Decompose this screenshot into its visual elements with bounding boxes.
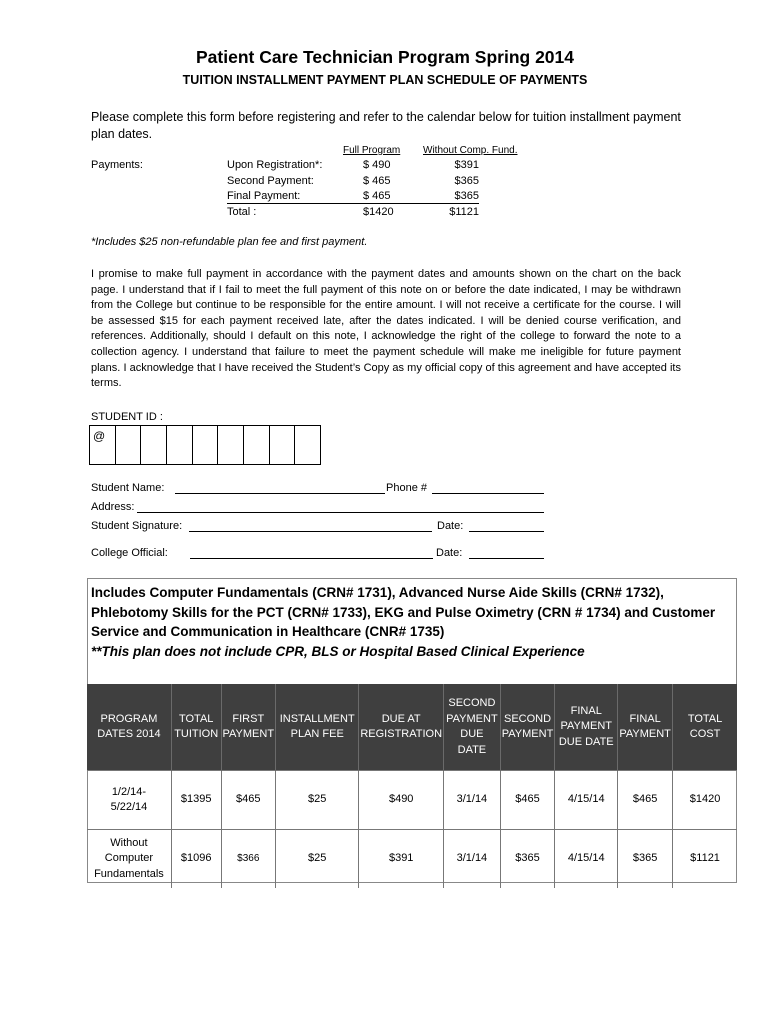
payment-row-full: $ 465 xyxy=(363,175,391,187)
cell: $25 xyxy=(276,771,359,830)
payment-row-without: $1121 xyxy=(449,206,479,218)
student-name-field[interactable] xyxy=(175,493,385,494)
payment-row-label: Upon Registration*: xyxy=(227,159,323,171)
includes-text: Includes Computer Fundamentals (CRN# 1731), Advanced Nurse Aide Skills (CRN# 1732), Phlebotomy Skills for the PCT (CRN# 1733), EKG and Pulse Oximetry (CRN # 1734) and Customer Service and Communication in Healthcare (CNR# 1735) xyxy=(91,585,716,639)
payment-row-full: $ 465 xyxy=(363,190,391,202)
header-second-due-date: SECOND PAYMENT DUE DATE xyxy=(444,684,501,771)
student-id-cell[interactable] xyxy=(167,426,193,464)
table-row xyxy=(87,771,737,830)
phone-field[interactable] xyxy=(432,493,544,494)
official-date-field[interactable] xyxy=(469,558,544,559)
fee-note: *Includes $25 non-refundable plan fee and first payment. xyxy=(91,236,368,248)
student-id-cell[interactable] xyxy=(244,426,270,464)
student-name-label: Student Name: xyxy=(91,482,165,494)
page-subtitle: TUITION INSTALLMENT PAYMENT PLAN SCHEDULE OF PAYMENTS xyxy=(182,73,588,87)
cell: 3/1/14 xyxy=(444,771,501,830)
student-id-cell[interactable] xyxy=(295,426,320,464)
sum-divider xyxy=(227,203,479,204)
cell: 4/15/14 xyxy=(555,830,618,889)
payment-row-full: $ 490 xyxy=(363,159,391,171)
payment-row-full: $1420 xyxy=(363,206,394,218)
page-title: Patient Care Technician Program Spring 2014 xyxy=(196,47,574,67)
student-id-cell[interactable] xyxy=(116,426,142,464)
student-id-boxes[interactable] xyxy=(89,425,321,465)
header-due-registration: DUE AT REGISTRATION xyxy=(359,684,444,771)
student-id-label: STUDENT ID : xyxy=(91,411,163,423)
table-row xyxy=(87,830,737,889)
cell: $465 xyxy=(500,771,555,830)
address-label: Address: xyxy=(91,501,135,513)
header-final-payment: FINAL PAYMENT xyxy=(618,684,673,771)
table-header-row xyxy=(87,684,737,771)
header-second-payment: SECOND PAYMENT xyxy=(500,684,555,771)
header-final-due-date: FINAL PAYMENT DUE DATE xyxy=(555,684,618,771)
student-id-cell[interactable] xyxy=(218,426,244,464)
col-without-comp: Without Comp. Fund. xyxy=(423,145,518,156)
cell: $1121 xyxy=(673,830,737,889)
promise-text: I promise to make full payment in accordance with the payment dates and amounts shown on the chart on the back page. I understand that if I fail to meet the full payment of this note on or before the date indicated, I may be withdrawn from the College but continue to be responsible for the entire amount. I will not receive a certificate for the course. I will be assessed $15 for each payment received late, after the dates indicated. I will be denied course verification, and references. Additionally, should I default on this note, I acknowledge the right of the college to forward the note to a collection agency. I understand that failure to meet the payment schedule will make me ineligible for future payment plans. I acknowledge that I have received the Student’s Copy as my official copy of this agreement and have accepted its terms. xyxy=(91,268,681,390)
header-program-dates: PROGRAM DATES 2014 xyxy=(87,684,171,771)
phone-label: Phone # xyxy=(386,482,427,494)
payment-row-label: Second Payment: xyxy=(227,175,314,187)
col-full-program: Full Program xyxy=(343,145,401,156)
cell: 4/15/14 xyxy=(555,771,618,830)
student-id-cell[interactable] xyxy=(270,426,296,464)
intro-text: Please complete this form before registering and refer to the calendar below for tuition installment payment plan dates. xyxy=(91,110,681,141)
cell-program-dates: Without Computer Fundamentals xyxy=(87,830,171,889)
cell: $25 xyxy=(276,830,359,889)
program-box-text xyxy=(91,583,731,661)
signature-field[interactable] xyxy=(189,531,432,532)
student-id-cell[interactable] xyxy=(193,426,219,464)
excludes-text: **This plan does not include CPR, BLS or Hospital Based Clinical Experience xyxy=(91,643,585,659)
cell: $1395 xyxy=(171,771,221,830)
header-total-tuition: TOTAL TUITION xyxy=(171,684,221,771)
official-label: College Official: xyxy=(91,547,168,559)
payment-row-label: Total : xyxy=(227,206,257,218)
header-total-cost: TOTAL COST xyxy=(673,684,737,771)
signature-label: Student Signature: xyxy=(91,520,183,532)
student-id-prefix: @ xyxy=(90,426,116,464)
address-field[interactable] xyxy=(137,512,544,513)
header-first-payment: FIRST PAYMENT xyxy=(221,684,276,771)
date-label: Date: xyxy=(437,520,464,532)
cell: $366 xyxy=(221,830,276,889)
cell: $365 xyxy=(500,830,555,889)
official-field[interactable] xyxy=(190,558,433,559)
cell: $1096 xyxy=(171,830,221,889)
payment-row-without: $365 xyxy=(454,175,479,187)
payment-row-label: Final Payment: xyxy=(227,190,301,202)
signature-date-field[interactable] xyxy=(469,531,544,532)
cell: $465 xyxy=(221,771,276,830)
cell: $465 xyxy=(618,771,673,830)
date-label: Date: xyxy=(436,547,463,559)
cell-program-dates: 1/2/14- 5/22/14 xyxy=(87,771,171,830)
cell: $391 xyxy=(359,830,444,889)
payment-row-without: $365 xyxy=(454,190,479,202)
header-installment-fee: INSTALLMENT PLAN FEE xyxy=(276,684,359,771)
cell: $365 xyxy=(618,830,673,889)
cell: $490 xyxy=(359,771,444,830)
cell: 3/1/14 xyxy=(444,830,501,889)
payments-label: Payments: xyxy=(91,159,143,171)
payment-table xyxy=(87,684,737,888)
student-id-cell[interactable] xyxy=(141,426,167,464)
cell: $1420 xyxy=(673,771,737,830)
payment-row-without: $391 xyxy=(454,159,479,171)
